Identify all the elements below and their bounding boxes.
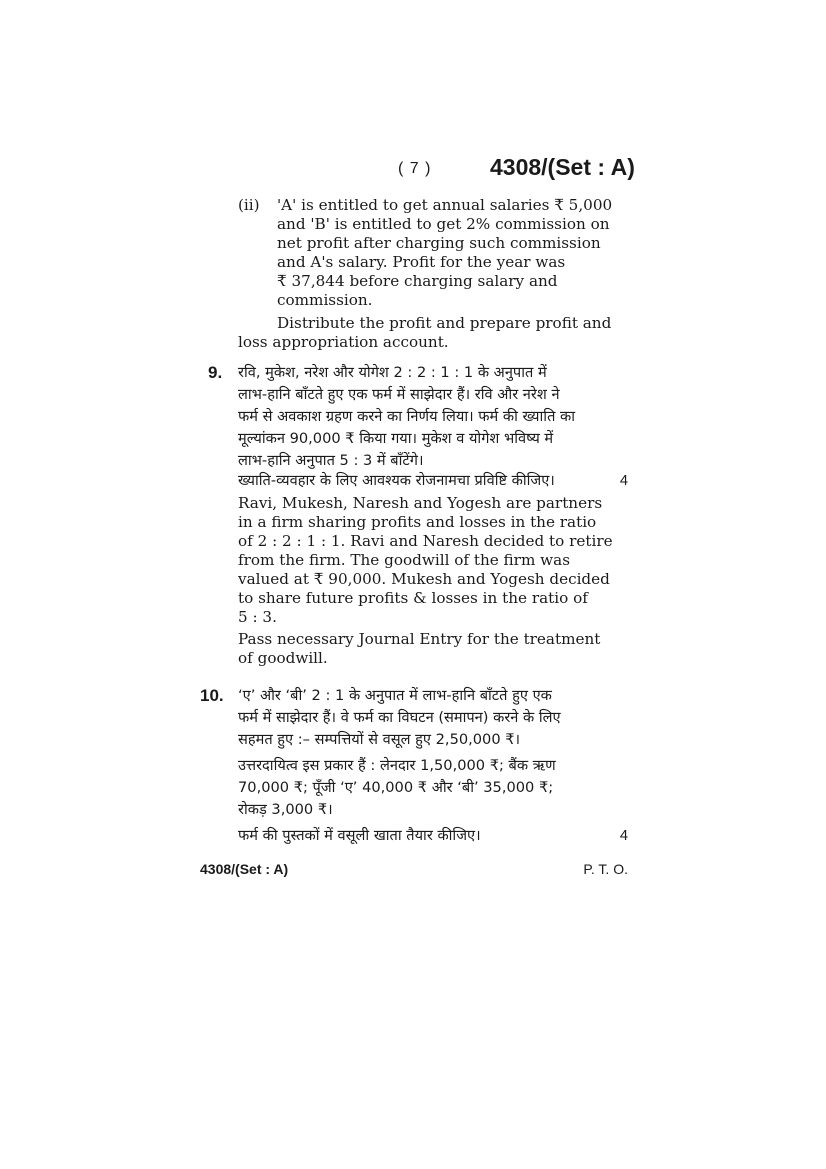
question-number: 9. — [208, 363, 223, 382]
hindi-instruction: ख्याति-व्यवहार के लिए आवश्यक रोजनामचा प्रविष्टि कीजिए। 4 — [238, 470, 628, 492]
text-line: ₹ 37,844 before charging salary and — [277, 272, 558, 290]
marks: 4 — [619, 828, 628, 844]
text-line: commission. — [277, 291, 373, 309]
page-turn-over: P. T. O. — [583, 861, 628, 877]
text-line: net profit after charging such commission — [277, 234, 601, 252]
marks: 4 — [619, 473, 628, 489]
question-number: 10. — [200, 686, 224, 705]
part-text — [277, 196, 628, 310]
text-line: 'A' is entitled to get annual salaries ₹ 5,000 — [277, 196, 613, 214]
page-number: ( 7 ) — [398, 160, 432, 177]
english-instruction: Pass necessary Journal Entry for the treatment of goodwill. — [238, 630, 601, 667]
footer-set-code: 4308/(Set : A) — [200, 861, 289, 877]
text-line: and 'B' is entitled to get 2% commission on — [277, 215, 610, 233]
part-instruction: Distribute the profit and prepare profit and loss appropriation account. — [238, 314, 612, 351]
hindi-question-text: रवि, मुकेश, नरेश और योगेश 2 : 2 : 1 : 1 के अनुपात में लाभ-हानि बाँटते हुए एक फर्म में साझेदार हैं। रवि और नरेश ने फर्म से अवकाश ग्रहण करने का निर्णय लिया। फर्म की ख्याति का मूल्यांकन 90,000 ₹ किया गया। मुकेश व योगेश भविष्य में लाभ-हानि अनुपात 5 : 3 में बाँटेंगे। — [238, 364, 576, 469]
part-label: (ii) — [238, 196, 260, 214]
liabilities-text: उत्तरदायित्व इस प्रकार हैं : लेनदार 1,50,000 ₹; बैंक ऋण 70,000 ₹; पूँजी ‘ए’ 40,000 ₹ और ‘बी’ 35,000 ₹; रोकड़ 3,000 ₹। — [238, 757, 556, 818]
english-question-text: Ravi, Mukesh, Naresh and Yogesh are partners in a firm sharing profits and losses in the ratio of 2 : 2 : 1 : 1. Ravi and Naresh decided to retire from the firm. The goodwill of the firm was valued at ₹ 90,000. Mukesh and Yogesh decided to share future profits & losses in the ratio of 5 : 3. — [238, 494, 613, 626]
paper-set-code: 4308/(Set : A) — [490, 154, 635, 180]
hindi-instruction: फर्म की पुस्तकों में वसूली खाता तैयार कीजिए। 4 — [238, 825, 628, 847]
text-line: and A's salary. Profit for the year was — [277, 253, 566, 271]
hindi-question-text: ‘ए’ और ‘बी’ 2 : 1 के अनुपात में लाभ-हानि बाँटते हुए एक फर्म में साझेदार हैं। वे फर्म का विघटन (समापन) करने के लिए सहमत हुए :– सम्पत्तियों से वसूल हुए 2,50,000 ₹। — [238, 687, 561, 748]
